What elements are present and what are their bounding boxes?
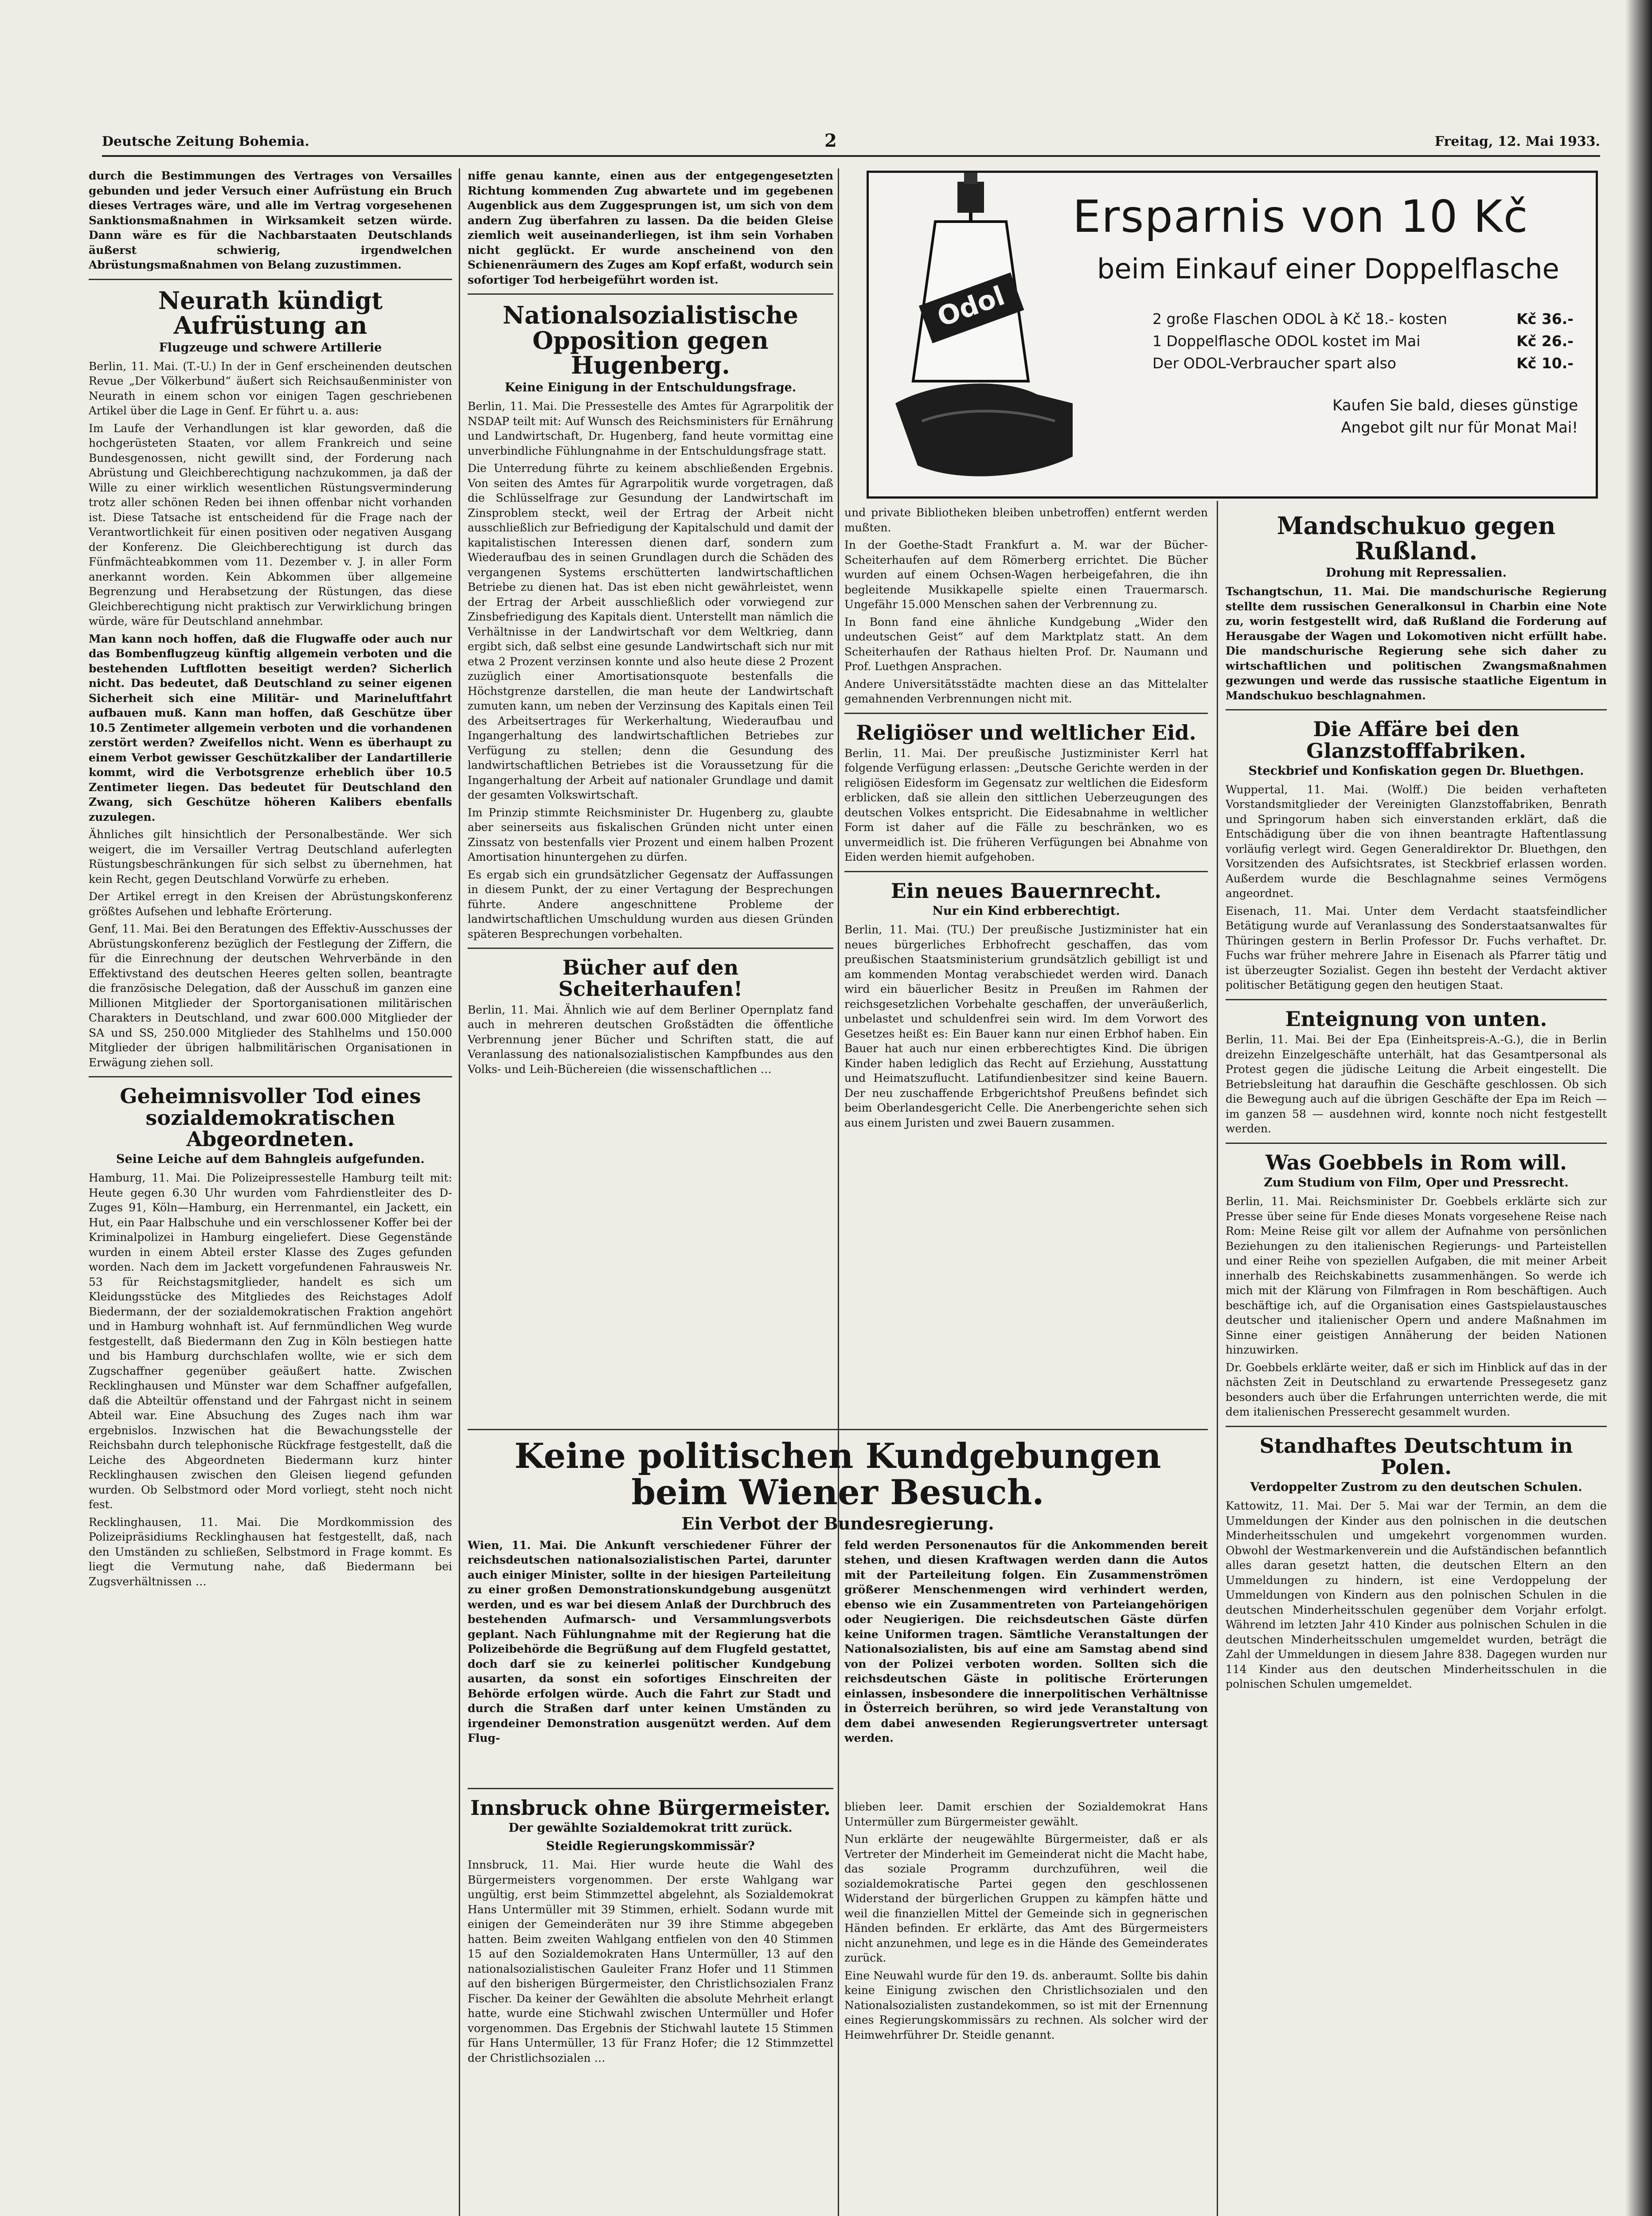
- article-text: Recklinghausen, 11. Mai. Die Mordkommission des Polizeipräsidiums Recklinghausen hat festgestellt, daß, nach den Umständen zu schließen, Selbstmord in Frage kommt. Es liegt die Vermutung nahe, daß Biedermann bei Zugsverhältnissen …: [89, 1515, 452, 1588]
- article-text: niffe genau kannte, einen aus der entgegengesetzten Richtung kommenden Zug abwartete und im gegebenen Augenblick aus dem Zuggesprungen ist, um sich von dem andern Zug überfahren zu lassen. Da die beiden Gleise ziemlich weit auseinanderliegen, ist ihm sein Vorhaben nicht geglückt. Er wurde anscheinend von den Schienenräumern des Zuges am Kopf erfaßt, wodurch sein sofortiger Tod herbeigeführt worden ist.: [468, 169, 833, 286]
- subheadline: Seine Leiche auf dem Bahngleis aufgefunden.: [116, 1152, 425, 1167]
- headline-polen: Standhaftes Deutschtum in Polen.: [1259, 1433, 1573, 1479]
- headline-scheiterhaufen: Bücher auf den Scheiterhaufen!: [558, 956, 743, 1001]
- column-divider: [459, 168, 460, 2216]
- subheadline: Steidle Regierungskommissär?: [546, 1839, 755, 1853]
- ad-cta-line: Angebot gilt nur für Monat Mai!: [1341, 419, 1578, 437]
- article-text: Berlin, 11. Mai. Der preußische Justizminister Kerrl hat folgende Verfügung erlassen: „Deutsche Gerichte werden in der religiösen Eidesform im Gegensatz zur weltlichen die Eidesform erblicken, daß sie allein den sittlichen Ueberzeugungen des deutschen Volkes entspricht. Die Eidesabnahme in weltlicher Form ist daher auf die Fälle zu beschränken, wo es unvermeidlich ist. Die früheren Verfügungen bei Abnahme von Eiden werden hiemit aufgehoben.: [844, 746, 1208, 864]
- article-text: Im Prinzip stimmte Reichsminister Dr. Hugenberg zu, glaubte aber seinerseits aus fiskalischen Gründen nicht unter einen Zinssatz von bestenfalls vier Prozent und einem halben Prozent Amortisation hinuntergehen zu dürfen.: [468, 806, 833, 864]
- article-text: Im Laufe der Verhandlungen ist klar geworden, daß die hochgerüsteten Staaten, vor allem Frankreich und seine Bundesgenossen, nicht gewillt sind, der Forderung nach Abrüstung und Gleichberechtigung nachzukommen, ja daß der Wille zu einer wirklich wesentlichen Rüstungsverminderung trotz aller schönen Reden bei ihnen offenbar nicht vorhanden ist. Diese Tatsache ist entscheidend für die Frage nach der Verantwortlichkeit für einen positiven oder negativen Ausgang der Konferenz. Die Gleichberechtigung ist durch das Fünfmächteabkommen vom 11. Dezember v. J. in aller Form anerkannt worden. Kein Abkommen über allgemeine Begrenzung und Herabsetzung der Rüstungen, das diese Gleichberechtigung nicht praktisch zur Verwirklichung bringen würde, wäre für Deutschland annehmbar.: [89, 421, 452, 628]
- column-3: [844, 505, 1208, 1416]
- article-text: Dr. Goebbels erklärte weiter, daß er sich im Hinblick auf das in der nächsten Zeit in Deutschland zu erwartende Pressegesetz ganz besonders auch über die Erfahrungen unterrichten werde, die mit dem italienischen Presserecht gesammelt wurden.: [1226, 1361, 1607, 1419]
- article-text: In Bonn fand eine ähnliche Kundgebung „Wider den undeutschen Geist“ auf dem Marktplatz statt. An dem Scheiterhaufen der Rathaus hielten Prof. Dr. Naumann und Prof. Luethgen Ansprachen.: [844, 615, 1208, 673]
- page-number: 2: [824, 130, 837, 151]
- headline-biedermann: Geheimnisvoller Tod eines sozialdemokratischen Abgeordneten.: [120, 1084, 421, 1151]
- headline-wiener-besuch: Keine politischen Kundgebungen beim Wiener Besuch.: [514, 1436, 1161, 1513]
- ad-price-line: [1152, 332, 1574, 350]
- ad-call-to-action: [1332, 394, 1578, 439]
- ad-price-value: Kč 10.-: [1516, 355, 1574, 372]
- article-text: Andere Universitätsstädte machten diese an das Mittelalter gemahnenden Verbrennungen nicht mit.: [844, 677, 1208, 705]
- ad-price-text: Der ODOL-Verbraucher spart also: [1152, 355, 1396, 372]
- separator: [468, 1788, 833, 1789]
- headline-hugenberg: Nationalsozialistische Opposition gegen Hugenberg.: [503, 301, 798, 380]
- headline-bauernrecht: Ein neues Bauernrecht.: [890, 878, 1162, 903]
- ad-headline: Ersparnis von 10 Kč: [1073, 191, 1529, 242]
- separator: [1226, 709, 1607, 710]
- separator: [89, 279, 452, 280]
- newspaper-name: Deutsche Zeitung Bohemia.: [102, 134, 309, 149]
- column-2-lower: [468, 1782, 833, 2216]
- subheadline: Zum Studium von Film, Oper und Pressrecht.: [1264, 1176, 1569, 1190]
- page-header: [102, 129, 1600, 157]
- article-text: Nun erklärte der neugewählte Bürgermeister, daß er als Vertreter der Minderheit im Gemeinderat nicht die Macht habe, das soziale Programm durchzuführen, weil die sozialdemokratische Partei gegen den geschlossenen Widerstand der bürgerlichen Gruppen zu kämpfen hätte und weil die finanziellen Mittel der Gemeinde sich in gegnerischen Händen befinden. Er erklärte, das Amt des Bürgermeisters nicht anzunehmen, und lege es in die Hände des Gemeinderates zurück.: [844, 1833, 1208, 1964]
- separator: [1226, 1426, 1607, 1427]
- article-text: Wien, 11. Mai. Die Ankunft verschiedener Führer der reichsdeutschen nationalsozialistischen Partei, darunter auch einiger Minister, sollte in der hiesigen Parteileitung zu einer großen Demonstrationskundgebung ausgenützt werden, und es war bei diesem Anlaß der Durchbruch des bestehenden Aufmarsch- und Versammlungsverbots geplant. Nach Fühlungnahme mit der Regierung hat die Polizeibehörde die Begrüßung auf dem Flugfeld gestattet, doch darf sie zu keinerlei politischer Kundgebung ausarten, da sonst ein sofortiges Einschreiten der Behörde erfolgen würde. Auch die Fahrt zur Stadt und durch die Straßen darf unter keinen Umständen zu irgendeiner Demonstration ausgenützt werden. Auf dem Flug-: [468, 1538, 831, 1745]
- article-text: Berlin, 11. Mai. (T.-U.) In der in Genf erscheinenden deutschen Revue „Der Völkerbund“ äußert sich Reichsaußenminister von Neurath in einem schon vor einigen Tagen geschriebenen Artikel über die Lage in Genf. Er führt u. a. aus:: [89, 359, 452, 417]
- article-text: Kattowitz, 11. Mai. Der 5. Mai war der Termin, an dem die Ummeldungen der Kinder aus den polnischen in die deutschen Minderheitsschulen und umgekehrt vorgenommen wurden. Obwohl der Westmarkenverein und die Aufständischen befanntlich alles daran gesetzt hatten, die deutschen Eltern an den Ummeldungen zu hindern, ist eine Verdoppelung der Ummeldungen von Kindern aus den polnischen Schulen in die deutschen Minderheitsschulen gegenüber dem Vorjahr erfolgt. Während im letzten Jahr 410 Kinder aus polnischen Schulen in die deutschen Minderheitsschulen umgemeldet wurden, beträgt die Zahl der Ummeldungen in diesem Jahre 838. Dagegen wurden nur 114 Kinder aus den deutschen Minderheitsschulen in die polnischen Schulen umgemeldet.: [1226, 1499, 1607, 1691]
- odol-bottle-illustration: [869, 173, 1073, 496]
- headline-goebbels: Was Goebbels in Rom will.: [1265, 1150, 1567, 1174]
- subheadline: Steckbrief und Konfiskation gegen Dr. Bluethgen.: [1248, 764, 1584, 778]
- article-text: durch die Bestimmungen des Vertrages von Versailles gebunden und jeder Versuch einer Aufrüstung ein Bruch dieses Vertrages wäre, und alle im Vertrag vorgesehenen Sanktionsmaßnahmen in Wirksamkeit setzen würde. Dann wäre es für die Nachbarstaaten Deutschlands äußerst schwierig, irgendwelchen Abrüstungsmaßnahmen von Belang zuzustimmen.: [89, 169, 452, 271]
- column-1: [89, 168, 452, 2216]
- column-4: [1226, 505, 1607, 2216]
- article-text: und private Bibliotheken bleiben unbetroffen) entfernt werden mußten.: [844, 506, 1208, 534]
- subheadline: Ein Verbot der Bundesregierung.: [681, 1513, 994, 1533]
- subheadline: Der gewählte Sozialdemokrat tritt zurück.: [508, 1821, 793, 1835]
- ad-cta-line: Kaufen Sie bald, dieses günstige: [1332, 397, 1578, 414]
- separator: [1226, 1143, 1607, 1144]
- subheadline: Nur ein Kind erbberechtigt.: [932, 904, 1120, 918]
- column-3-lower: [844, 1799, 1208, 2216]
- ad-subheadline: beim Einkauf einer Doppelflasche: [1097, 253, 1559, 285]
- headline-enteignung: Enteignung von unten.: [1285, 1007, 1547, 1031]
- headline-eid: Religiöser und weltlicher Eid.: [856, 720, 1196, 745]
- article-text: Berlin, 11. Mai. Bei der Epa (Einheitspreis-A.-G.), die in Berlin dreizehn Einzelgeschäfte unterhält, hat das Gesamtpersonal als Protest gegen die jüdische Leitung die Arbeit eingestellt. Die Betriebsleitung hat daraufhin die Geschäfte geschlossen. Ob sich die Bewegung auch auf die übrigen Geschäfte der Epa im Reich — im ganzen 58 — ausdehnen wird, konnte noch nicht festgestellt werden.: [1226, 1033, 1607, 1135]
- article-text: Ähnliches gilt hinsichtlich der Personalbestände. Wer sich weigert, die im Versailler Vertrag Deutschland auferlegten Rüstungsbeschränkungen für sich selbst zu übernehmen, hat kein Recht, gegen Deutschland Vorwürfe zu erheben.: [89, 828, 452, 886]
- article-text: Wuppertal, 11. Mai. (Wolff.) Die beiden verhafteten Vorstandsmitglieder der Vereinigten Glanzstoffabriken, Benrath und Springorum haben sich einverstanden erklärt, daß die Entschädigung über die von ihnen beantragte Haftentlassung vorläufig verlegt wird. Gegen Generaldirektor Dr. Bluethgen, den Vorsitzenden des Aufsichtsrates, ist Steckbrief erlassen worden. Außerdem wurde die Beschlagnahme seines Vermögens angeordnet.: [1226, 783, 1607, 900]
- column-divider: [838, 168, 839, 2216]
- odol-advertisement: [867, 171, 1598, 499]
- article-text: Berlin, 11. Mai. Die Pressestelle des Amtes für Agrarpolitik der NSDAP teilt mit: Auf Wunsch des Reichsministers für Ernährung und Landwirtschaft, Dr. Hugenberg, fand heute vormittag eine unverbindliche Fühlungnahme in der Entschuldungsfrage statt.: [468, 400, 833, 457]
- subheadline: Verdoppelter Zustrom zu den deutschen Schulen.: [1250, 1480, 1582, 1494]
- article-text: Man kann noch hoffen, daß die Flugwaffe oder auch nur das Bombenflugzeug künftig allgemein verboten und die bestehenden Luftflotten beseitigt werden? Sicherlich nicht. Das bedeutet, daß Deutschland zu seiner eigenen Sicherheit sich eine Militär- und Marineluftfahrt aufbauen muß. Kann man hoffen, daß Geschütze über 10.5 Zentimeter allgemein verboten und die vorhandenen zerstört werden? Zweifellos nicht. Wenn es überhaupt zu einem Verbot gewisser Geschützkaliber der Landartillerie kommt, wird die Verbotsgrenze erheblich über 10.5 Zentimeter liegen. Das bedeutet für Deutschland den Zwang, sich Geschütze höheren Kalibers ebenfalls zuzulegen.: [89, 632, 452, 823]
- headline-mandschukuo: Mandschukuo gegen Rußland.: [1277, 511, 1556, 565]
- subheadline: Drohung mit Repressalien.: [1325, 566, 1507, 580]
- article-text: feld werden Personenautos für die Ankommenden bereit stehen, und diesen Kraftwagen werden dann die Autos mit der Parteileitung folgen. Ein Zusammenströmen größerer Menschenmengen wird verhindert werden, ebenso wie ein Zusammentreten von Parteiangehörigen oder Neugierigen. Die reichsdeutschen Gäste dürfen keine Uniformen tragen. Sämtliche Veranstaltungen der Nationalsozialisten, bis auf eine am Samstag abend sind von der Polizei verboten worden. Sollten sich die reichsdeutschen Gäste in politische Erörterungen einlassen, insbesondere die innerpolitischen Verhältnisse in Österreich berühren, so wird jede Veranstaltung von dem dabei anwesenden Regierungsvertreter untersagt werden.: [844, 1538, 1208, 1745]
- subheadline: Flugzeuge und schwere Artillerie: [159, 340, 382, 355]
- headline-neurath: Neurath kündigt Aufrüstung an: [158, 286, 383, 340]
- headline-glanzstoff: Die Affäre bei den Glanzstofffabriken.: [1306, 717, 1526, 763]
- ad-price-value: Kč 26.-: [1516, 332, 1574, 350]
- article-text: Es ergab sich ein grundsätzlicher Gegensatz der Auffassungen in diesem Punkt, der zu einer Vertagung der Besprechungen führte. Andere angeschnittene Probleme der landwirtschaftlichen Umschuldung wurden aus diesen Gründen späteren Besprechungen vorbehalten.: [468, 868, 833, 940]
- subheadline: Keine Einigung in der Entschuldungsfrage.: [504, 381, 797, 395]
- article-text: Berlin, 11. Mai. Reichsminister Dr. Goebbels erklärte sich zur Presse über seine für Ende dieses Monats vorgesehene Reise nach Rom: Meine Reise gilt vor allem der Aufnahme von persönlichen Beziehungen zu den italienischen Regierungs- und Parteistellen und einer Reihe von speziellen Aufgaben, die mit meiner Arbeit innerhalb des Reichskabinetts zusammenhängen. So werde ich mich mit der Klärung von Filmfragen in Rom beschäftigen. Auch beschäftige ich, auf die Organisation eines Gastspielaustausches deutscher und italienischer Opern und andere Maßnahmen im Sinne einer geistigen Annäherung der beiden Nationen hinzuwirken.: [1226, 1195, 1607, 1357]
- wide-article-columns: [468, 1538, 1208, 1748]
- article-text: Der Artikel erregt in den Kreisen der Abrüstungskonferenz größtes Aufsehen und lebhafte Erörterung.: [89, 890, 452, 918]
- wide-article-vienna: [468, 1423, 1208, 1748]
- bottle-label: Odol: [933, 280, 1009, 333]
- separator: [844, 713, 1208, 714]
- article-text: Eine Neuwahl wurde für den 19. ds. anberaumt. Sollte bis dahin keine Einigung zwischen den Christlichsozialen und den Nationalsozialisten zustandekommen, so ist mit der Ernennung eines Regierungskommissärs zu rechnen. Als solcher wird der Heimwehrführer Dr. Steidle genannt.: [844, 1969, 1208, 2041]
- separator: [468, 1429, 1208, 1430]
- article-text: Eisenach, 11. Mai. Unter dem Verdacht staatsfeindlicher Betätigung wurde auf Veranlassung des Sonderstaatsanwaltes für Thüringen gestern in Berlin Professor Dr. Fuchs verhaftet. Dr. Fuchs war früher mehrere Jahre in Eisenach als Pfarrer tätig und ist überzeugter Sozialist. Gegen ihn besteht der Verdacht aktiver politischer Betätigung gegen den heutigen Staat.: [1226, 904, 1607, 992]
- ad-price-text: 2 große Flaschen ODOL à Kč 18.- kosten: [1152, 310, 1447, 328]
- article-text: blieben leer. Damit erschien der Sozialdemokrat Hans Untermüller zum Bürgermeister gewählt.: [844, 1800, 1208, 1828]
- article-text: Berlin, 11. Mai. (TU.) Der preußische Justizminister hat ein neues bürgerliches Erbhofrecht geschaffen, das vom preußischen Staatsministerium grundsätzlich gebilligt ist und am kommenden Montag verabschiedet werden wird. Danach wird ein bäuerlicher Besitz in Preußen im Rahmen der reichsgesetzlichen Vorbehalte geschaffen, der unveräußerlich, unbelastet und schuldenfrei sein wird. Im dem Vorwort des Gesetzes heißt es: Ein Bauer kann nur einen Erbhof haben. Ein Bauer hat auch nur einen erbberechtigtes Kind. Die übrigen Kinder haben lediglich das Recht auf Erziehung, Ausstattung und Heimatszuflucht. Latifundienbesitzer sind keine Bauern. Der neu zuschaffende Erbgerichtshof Preußens befindet sich beim Oberlandesgericht Celle. Die Anerbengerichte sehen sich aus einem Juristen und zwei Bauern zusammen.: [844, 923, 1208, 1129]
- column-divider: [1217, 501, 1218, 2216]
- ad-price-text: 1 Doppelflasche ODOL kostet im Mai: [1152, 332, 1421, 350]
- separator: [468, 948, 833, 949]
- separator: [468, 293, 833, 295]
- headline-innsbruck: Innsbruck ohne Bürgermeister.: [470, 1796, 831, 1820]
- issue-date: Freitag, 12. Mai 1933.: [1434, 134, 1600, 149]
- page-edge-shadow: [1625, 0, 1652, 2216]
- article-text: Innsbruck, 11. Mai. Hier wurde heute die Wahl des Bürgermeisters vorgenommen. Der erste Wahlgang war ungültig, erst beim Stimmzettel abgelehnt, als Sozialdemokrat Hans Untermüller mit 39 Stimmen, erhielt. Sodann wurde mit einigen der Gemeinderäten nur 39 ihre Stimme abgegeben hatten. Beim zweiten Wahlgang entfielen von den 40 Stimmen 15 auf den Sozialdemokraten Hans Untermüller, 13 auf den nationalsozialistischen Gauleiter Franz Hofer und 11 Stimmen auf den bisherigen Bürgermeister, den Christlichsozialen Franz Fischer. Da keiner der Gewählten die absolute Mehrheit erlangt hatte, wurde eine Stichwahl zwischen Untermüller und Hofer vorgenommen. Das Ergebnis der Stichwahl lautete 15 Stimmen für Hans Untermüller, 13 für Franz Hofer; die 12 Stimmzettel der Christlichsozialen …: [468, 1858, 833, 2064]
- ad-price-value: Kč 36.-: [1516, 310, 1574, 328]
- separator: [1226, 999, 1607, 1000]
- article-text: In der Goethe-Stadt Frankfurt a. M. war der Bücher-Scheiterhaufen auf dem Römerberg errichtet. Die Bücher wurden auf einem Ochsen-Wagen herbeigefahren, die ihn begleitende Musikkapelle spielte einen Trauermarsch. Ungefähr 15.000 Menschen sahen der Verbrennung zu.: [844, 538, 1208, 611]
- article-text: Genf, 11. Mai. Bei den Beratungen des Effektiv-Ausschusses der Abrüstungskonferenz bezüglich der Festlegung der Ziffern, die für die Einrechnung der deutschen Wehrverbände in den Effektivstand des deutschen Heeres gelten sollen, beantragte die französische Delegation, daß der Ausschuß im ganzen eine Millionen Mitglieder der Sportorganisationen militärischen Charakters in Deutschland, und zwar 600.000 Mitglieder der SA und SS, 250.000 Mitglieder des Stahlhelms und 150.000 Mitglieder der übrigen halbmilitärischen Organisationen in Erwägung ziehen soll.: [89, 922, 452, 1069]
- article-text: Tschangtschun, 11. Mai. Die mandschurische Regierung stellte dem russischen Generalkonsul in Charbin eine Note zu, worin festgestellt wird, daß Rußland die Forderung auf Herausgabe der Wagen und Lokomotiven nicht erfüllt habe. Die mandschurische Regierung sehe sich daher zu wirtschaftlichen und politischen Zwangsmaßnahmen gezwungen und werde das russische staatliche Eigentum in Mandschukuo beschlagnahmen.: [1226, 585, 1607, 702]
- article-text: Hamburg, 11. Mai. Die Polizeipressestelle Hamburg teilt mit: Heute gegen 6.30 Uhr wurden vom Fahrdienstleiter des D-Zuges 91, Köln—Hamburg, ein Herrenmantel, ein Jackett, ein Hut, ein Paar Halbschuhe und ein verschlossener Koffer bei der Kriminalpolizei in Hamburg eingeliefert. Diese Gegenstände wurden in einem Abteil erster Klasse des Zuges gefunden worden. Nach dem im Jackett vorgefundenen Fahrausweis Nr. 53 für Reichstagsmitglieder, handelt es sich um Kleidungsstücke des Mitgliedes des Reichstages Adolf Biedermann, der der sozialdemokratischen Fraktion angehört und in Hamburg wohnhaft ist. Auf fernmündlichen Weg wurde festgestellt, daß Biedermann den Zug in Köln bestiegen hatte und bis Hamburg durchschlafen wollte, wie er sich dem Zugschaffner gegenüber geäußert hatte. Zwischen Recklinghausen und Münster war dem Schaffner aufgefallen, daß die Abteiltür offenstand und der Fahrgast nicht in seinem Abteil war. Eine Absuchung des Zuges nach ihm war ergebnislos. Inzwischen hat die Bewachungsstelle der Reichsbahn durch telephonische Rückfrage festgestellt, daß die Leiche des Abgeordneten Biedermann kurz hinter Recklinghausen zwischen den Gleisen liegend gefunden wurden. Ob Selbstmord oder Mord vorliegt, steht noch nicht fest.: [89, 1171, 452, 1511]
- column-2: [468, 168, 833, 1416]
- article-text: Die Unterredung führte zu keinem abschließenden Ergebnis. Von seiten des Amtes für Agrarpolitik wurde vorgetragen, daß die Schlüsselfrage zur Gesundung der Landwirtschaft im Zinsproblem steckt, weil der Ertrag der Arbeit nicht ausschließlich zur Befriedigung der Kapitalschuld und damit der kapitalistischen Interessen dienen darf, sondern zum Wiederaufbau des in seinen Grundlagen durch die Schäden des vergangenen Systems erschütterten landwirtschaftlichen Betriebe zu dienen hat. Das ist eben nicht gewährleistet, wenn der Ertrag der Arbeit ausschließlich oder vorwiegend zur Zinsbefriedigung des Kapitals dient. Unterstellt man nämlich die Verhältnisse in der Landwirtschaft vor dem Weltkrieg, dann ergibt sich, daß selbst eine gesunde Landwirtschaft sich nur mit etwa 2 Prozent verzinsen konnte und also heute diese 2 Prozent zuzüglich einer Amortisationsquote bestenfalls die Höchstgrenze darstellen, die man heute der Landwirtschaft zumuten kann, um neben der Verzinsung des Kapitals einen Teil des Arbeitsertrages für Werkerhaltung, Wiederaufbau und Ingangerhaltung des landwirtschaftlichen Betriebes zur Verfügung zu stellen; denn die Gesundung des landwirtschaftlichen Betriebes ist die Voraussetzung für die Ingangerhaltung der Arbeit auf nationaler Grundlage und damit der gesamten Volkswirtschaft.: [468, 462, 833, 802]
- separator: [89, 1076, 452, 1077]
- separator: [844, 871, 1208, 872]
- article-text: Berlin, 11. Mai. Ähnlich wie auf dem Berliner Opernplatz fand auch in mehreren deutschen Großstädten die öffentliche Verbrennung jener Bücher und Schriften statt, die auf Veranlassung des nationalsozialistischen Kampfbundes aus den Volks- und Leih-Büchereien (die wissenschaftlichen …: [468, 1003, 833, 1076]
- ad-price-line: [1152, 310, 1574, 328]
- ad-price-line: [1152, 355, 1574, 372]
